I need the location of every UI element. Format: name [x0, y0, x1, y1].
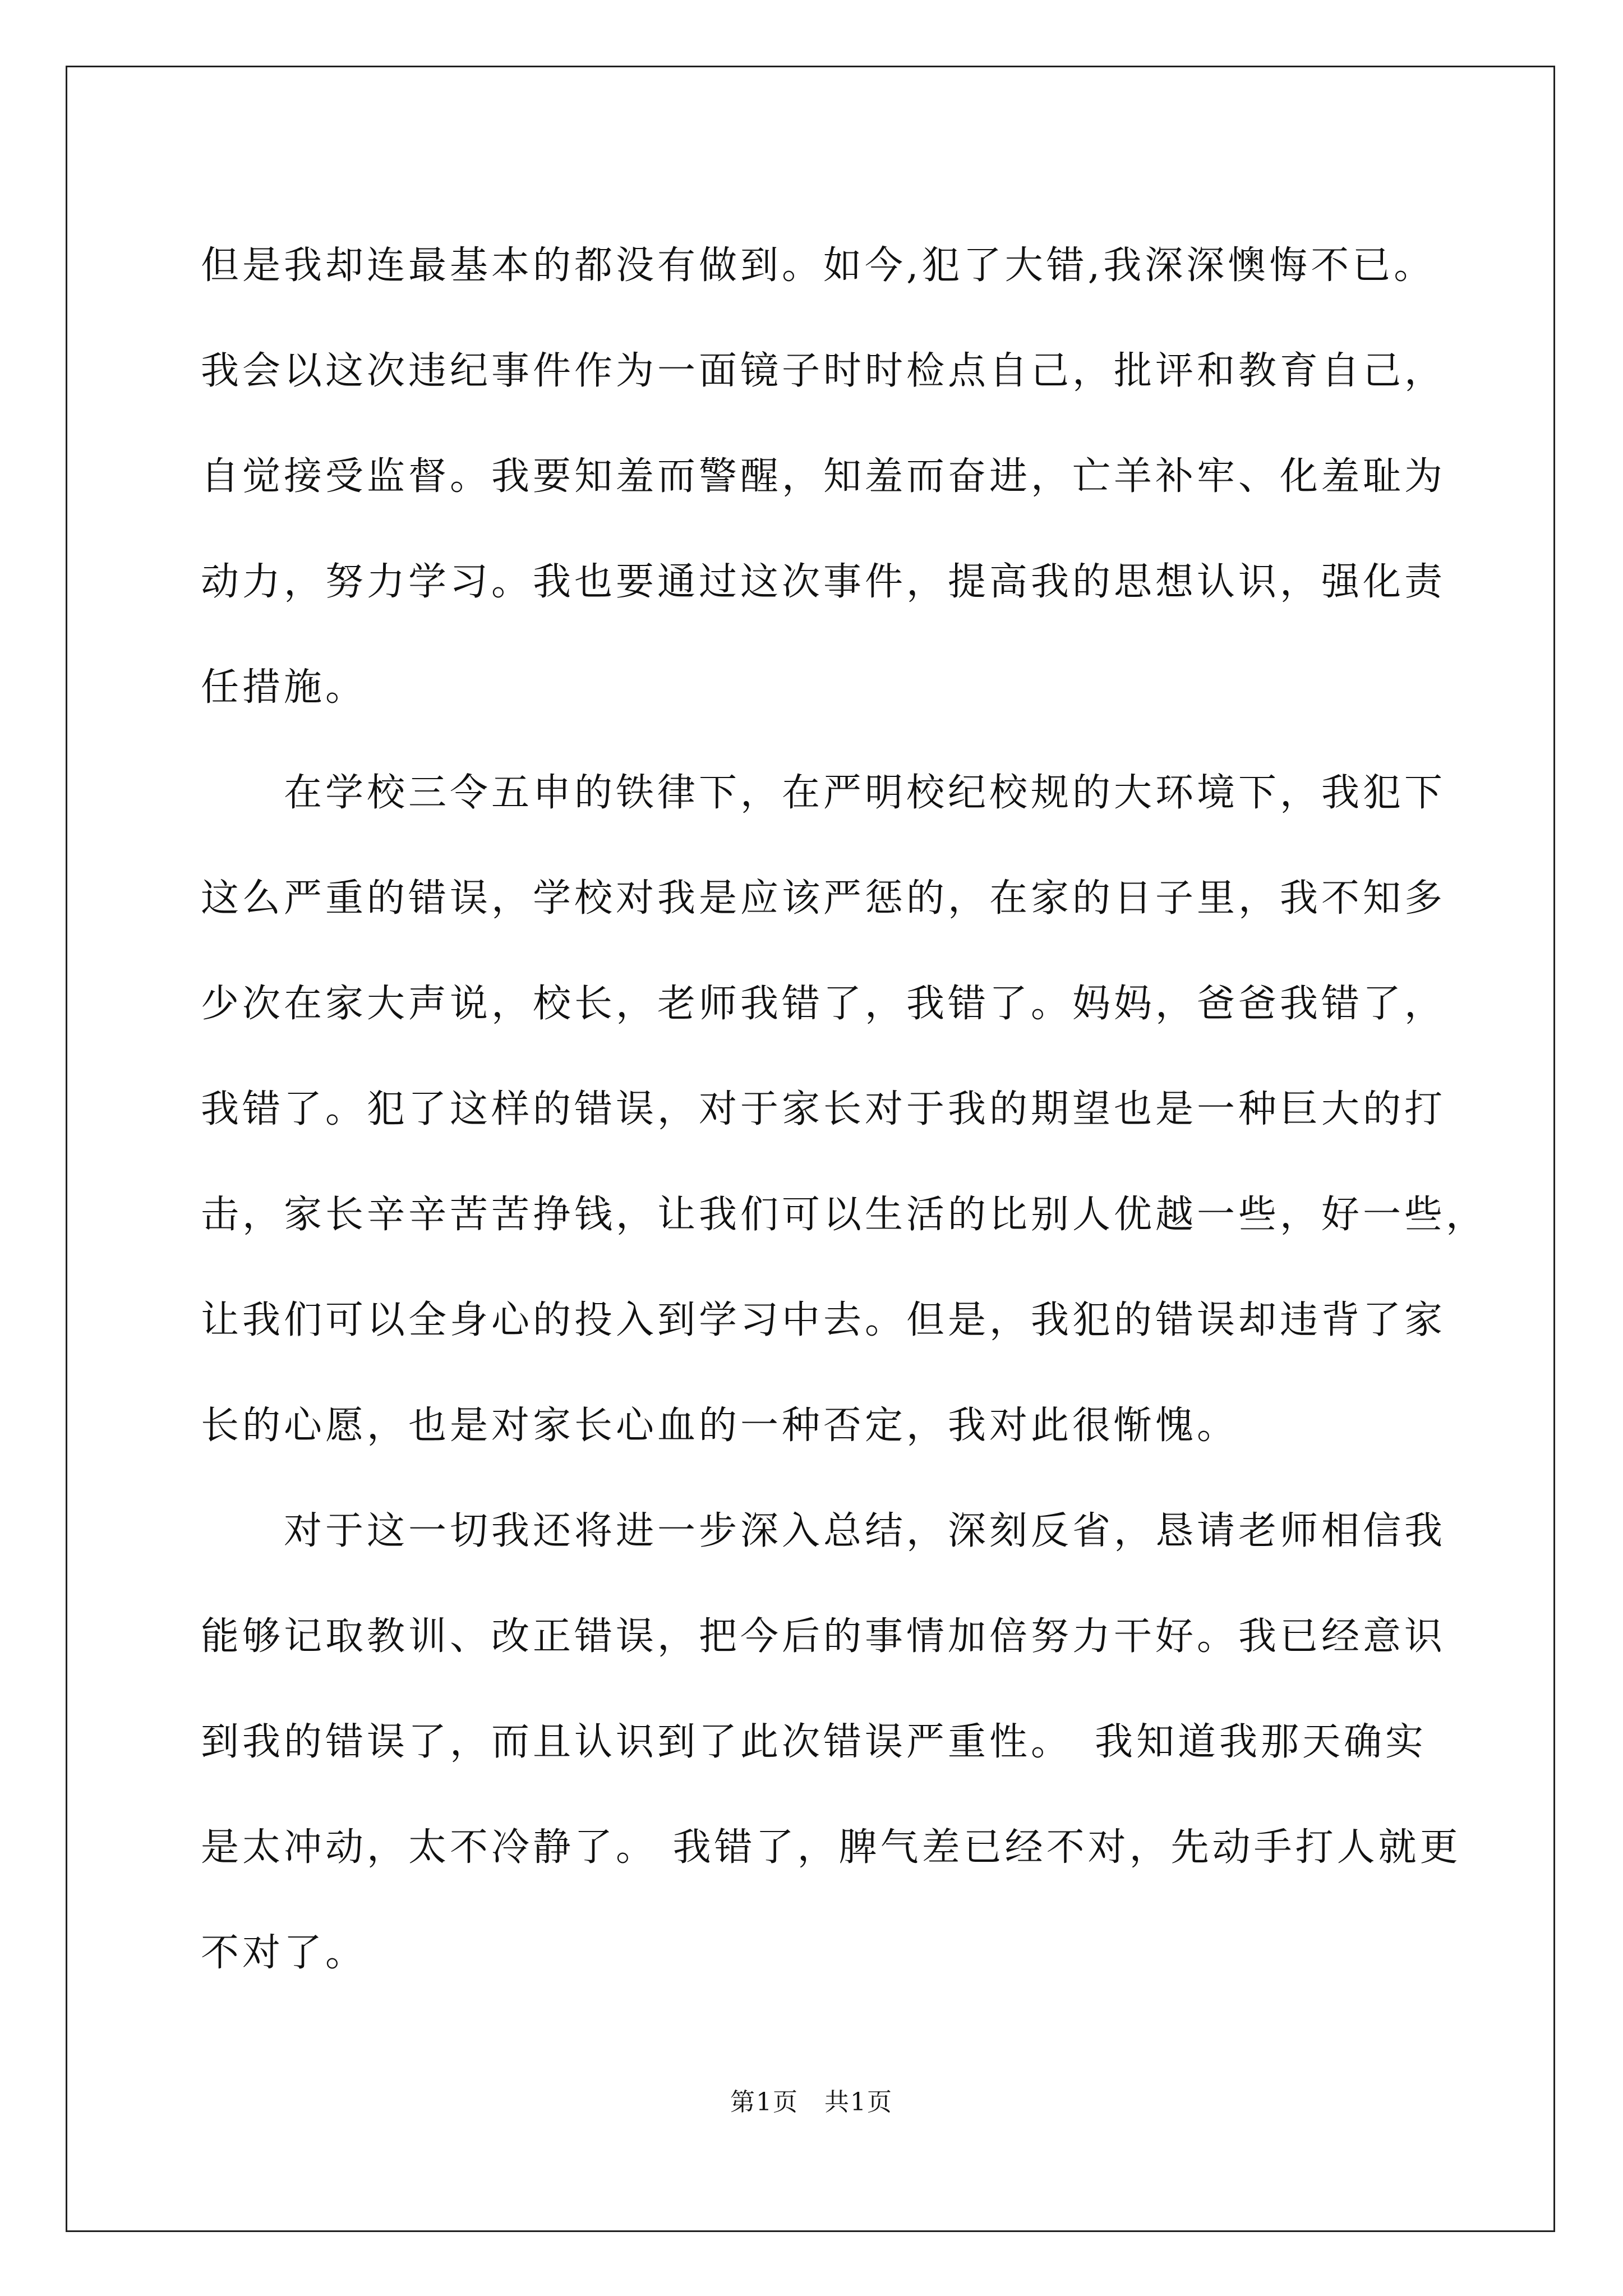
text-line: 长的心愿，也是对家长心血的一种否定，我对此很惭愧。: [201, 1404, 1239, 1448]
text-line: 到我的错误了，而且认识到了此次错误严重性。 我知道我那天确实: [201, 1720, 1427, 1764]
text-line: 能够记取教训、改正错误，把今后的事情加倍努力干好。我已经意识: [201, 1614, 1446, 1659]
text-line: 我错了。犯了这样的错误，对于家长对于我的期望也是一种巨大的打: [201, 1087, 1446, 1131]
text-line: 自觉接受监督。我要知羞而警醒，知羞而奋进，亡羊补牢、化羞耻为: [201, 454, 1446, 499]
text-line: 任措施。: [201, 665, 367, 710]
text-line: 少次在家大声说，校长，老师我错了，我错了。妈妈，爸爸我错了，: [201, 982, 1446, 1026]
page-number-footer: 第1页 共1页: [730, 2088, 893, 2116]
text-line: 但是我却连最基本的都没有做到。如今,犯了大错,我深深懊悔不已。: [201, 243, 1436, 288]
document-body: [201, 213, 1488, 2006]
text-line: 在学校三令五申的铁律下，在严明校纪校规的大环境下，我犯下: [201, 771, 1446, 815]
text-line: 让我们可以全身心的投入到学习中去。但是，我犯的错误却违背了家: [201, 1298, 1446, 1342]
text-line: 对于这一切我还将进一步深入总结，深刻反省，恳请老师相信我: [201, 1509, 1446, 1553]
text-line: 动力，努力学习。我也要通过这次事件，提高我的思想认识，强化责: [201, 560, 1446, 604]
text-line: 我会以这次违纪事件作为一面镜子时时检点自己，批评和教育自己，: [201, 349, 1446, 393]
text-line: 是太冲动，太不冷静了。 我错了，脾气差已经不对，先动手打人就更: [201, 1825, 1461, 1870]
text-line: 这么严重的错误，学校对我是应该严惩的，在家的日子里，我不知多: [201, 876, 1446, 921]
text-line: 击，家长辛辛苦苦挣钱，让我们可以生活的比别人优越一些，好一些，: [201, 1193, 1488, 1237]
text-line: 不对了。: [201, 1931, 367, 1975]
